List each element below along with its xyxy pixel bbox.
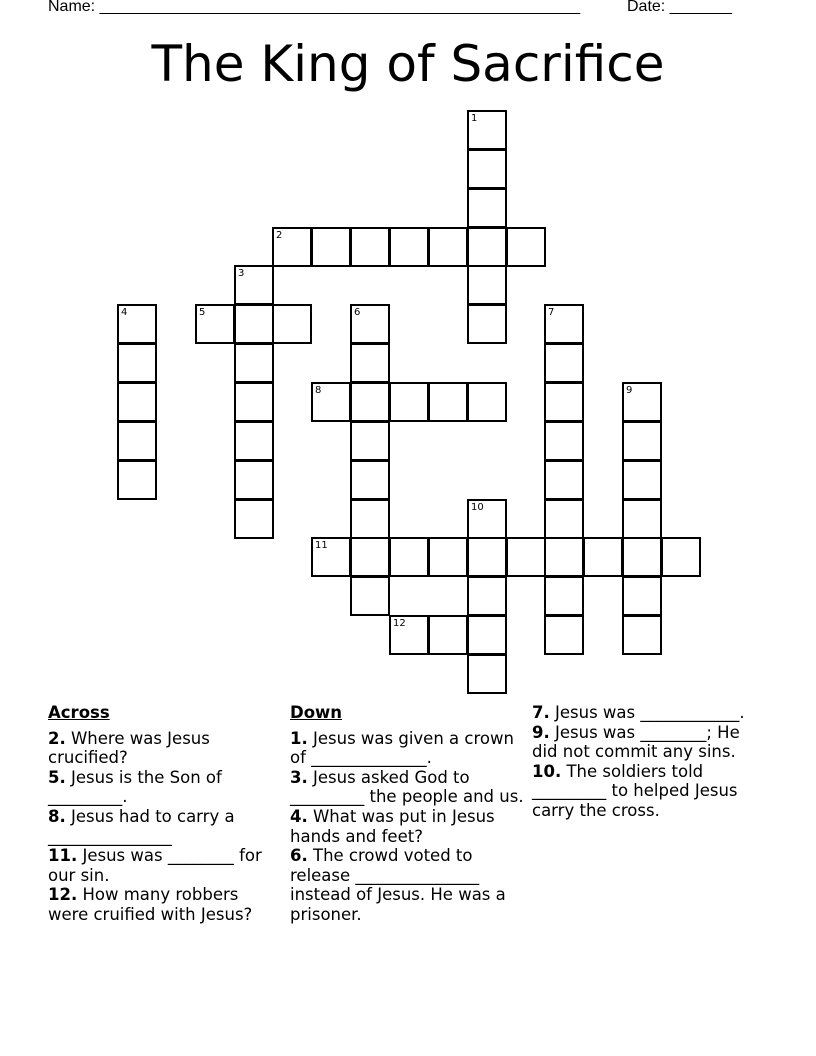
clue-number-label: 9: [626, 385, 633, 396]
clue-number: 2.: [48, 728, 66, 748]
grid-cell[interactable]: [117, 421, 157, 461]
grid-cell[interactable]: [234, 343, 274, 383]
clue-number: 7.: [532, 703, 550, 722]
clue-number: 12.: [48, 885, 78, 905]
clue-text: Where was Jesus crucified?: [48, 728, 210, 768]
grid-cell[interactable]: [467, 265, 507, 305]
clue-number-label: 1: [471, 113, 478, 124]
clue-number-label: 11: [315, 540, 328, 551]
clue-number: 8.: [48, 806, 66, 826]
grid-cell[interactable]: [350, 343, 390, 383]
grid-cell[interactable]: [428, 537, 468, 577]
grid-cell[interactable]: [544, 537, 584, 577]
clue-number-label: 8: [315, 385, 322, 396]
grid-cell[interactable]: [234, 499, 274, 539]
grid-cell[interactable]: [622, 421, 662, 461]
grid-cell[interactable]: [467, 576, 507, 616]
clue-number-label: 12: [393, 618, 406, 629]
grid-cell[interactable]: [350, 421, 390, 461]
name-field-label: Name: ______________________________________________________: [48, 0, 581, 15]
grid-cell[interactable]: [311, 227, 351, 267]
grid-cell[interactable]: [234, 304, 274, 344]
clue-text: Jesus was ________; He did not commit any sins.: [532, 722, 740, 762]
grid-cell[interactable]: [583, 537, 623, 577]
clue-down-4: [290, 807, 528, 846]
grid-cell[interactable]: [506, 537, 546, 577]
puzzle-title: The King of Sacrifice: [151, 35, 665, 93]
date-field-label: Date: _______: [627, 0, 732, 15]
grid-cell[interactable]: [272, 227, 312, 267]
clue-number: 3.: [290, 767, 308, 787]
grid-cell[interactable]: [389, 227, 429, 267]
grid-cell[interactable]: [622, 460, 662, 500]
grid-cell[interactable]: [311, 382, 351, 422]
grid-cell[interactable]: [544, 343, 584, 383]
clue-text: Jesus asked God to _________ the people and us.: [290, 767, 524, 807]
grid-cell[interactable]: [350, 537, 390, 577]
grid-cell[interactable]: [544, 615, 584, 655]
grid-cell[interactable]: [622, 615, 662, 655]
clue-text: The soldiers told _________ to helped Jesus carry the cross.: [532, 761, 738, 820]
clue-across-12: [48, 885, 280, 924]
grid-cell[interactable]: [234, 421, 274, 461]
clue-text: How many robbers were cruified with Jesus?: [48, 885, 253, 924]
grid-cell[interactable]: [195, 304, 235, 344]
clue-text: What was put in Jesus hands and feet?: [290, 806, 495, 846]
grid-cell[interactable]: [544, 576, 584, 616]
grid-cell[interactable]: [467, 110, 507, 150]
clue-number-label: 3: [238, 268, 245, 279]
down-heading: Down: [290, 703, 343, 722]
grid-cell[interactable]: [506, 227, 546, 267]
grid-cell[interactable]: [428, 227, 468, 267]
clue-text: Jesus had to carry a _______________: [48, 806, 235, 846]
grid-cell[interactable]: [117, 382, 157, 422]
grid-cell[interactable]: [428, 615, 468, 655]
grid-cell[interactable]: [389, 382, 429, 422]
grid-cell[interactable]: [467, 537, 507, 577]
clue-down-3: [290, 768, 528, 807]
clue-down-9: [532, 723, 764, 762]
clue-number-label: 2: [276, 230, 283, 241]
grid-cell[interactable]: [467, 188, 507, 228]
grid-cell[interactable]: [467, 149, 507, 189]
grid-cell[interactable]: [234, 382, 274, 422]
grid-cell[interactable]: [117, 460, 157, 500]
clue-number: 6.: [290, 846, 308, 866]
grid-cell[interactable]: [350, 382, 390, 422]
grid-cell[interactable]: [350, 304, 390, 344]
clue-number-label: 10: [471, 502, 484, 513]
clue-number-label: 5: [199, 307, 206, 318]
grid-cell[interactable]: [467, 499, 507, 539]
clue-number: 1.: [290, 728, 308, 748]
clue-number: 10.: [532, 761, 562, 781]
clue-text: Jesus was ________ for our sin.: [48, 846, 262, 885]
clue-number-label: 7: [548, 307, 555, 318]
down-clues-continued: [532, 703, 764, 821]
across-clues: [48, 703, 280, 925]
grid-cell[interactable]: [622, 537, 662, 577]
grid-cell[interactable]: [311, 537, 351, 577]
grid-cell[interactable]: [544, 499, 584, 539]
clue-down-1: [290, 729, 528, 768]
clue-number: 9.: [532, 722, 550, 742]
clue-text: Jesus was given a crown of ______________.: [290, 728, 514, 768]
grid-cell[interactable]: [234, 460, 274, 500]
grid-cell[interactable]: [350, 576, 390, 616]
grid-cell[interactable]: [467, 654, 507, 694]
grid-cell[interactable]: [272, 304, 312, 344]
grid-cell[interactable]: [234, 265, 274, 305]
grid-cell[interactable]: [544, 304, 584, 344]
grid-cell[interactable]: [350, 227, 390, 267]
grid-cell[interactable]: [350, 499, 390, 539]
clue-text: Jesus is the Son of _________.: [48, 767, 222, 807]
grid-cell[interactable]: [544, 382, 584, 422]
clue-number-label: 6: [354, 307, 361, 318]
grid-cell[interactable]: [622, 382, 662, 422]
across-heading: Across: [48, 703, 110, 722]
clue-across-5: [48, 768, 280, 807]
grid-cell[interactable]: [389, 615, 429, 655]
grid-cell[interactable]: [467, 304, 507, 344]
grid-cell[interactable]: [389, 537, 429, 577]
grid-cell[interactable]: [467, 227, 507, 267]
clue-number: 4.: [290, 806, 308, 826]
grid-cell[interactable]: [467, 382, 507, 422]
clue-across-8: [48, 807, 280, 846]
grid-cell[interactable]: [428, 382, 468, 422]
clue-down-10: [532, 762, 764, 821]
grid-cell[interactable]: [117, 304, 157, 344]
clue-number: 5.: [48, 767, 66, 787]
clue-down-7: [532, 703, 764, 723]
grid-cell[interactable]: [467, 615, 507, 655]
grid-cell[interactable]: [544, 421, 584, 461]
grid-cell[interactable]: [622, 576, 662, 616]
grid-cell[interactable]: [544, 460, 584, 500]
clue-text: The crowd voted to release _______________ instead of Jesus. He was a prisoner.: [290, 846, 506, 924]
clue-across-2: [48, 729, 280, 768]
clue-number: 11.: [48, 846, 78, 866]
clue-down-6: [290, 846, 528, 924]
clue-text: Jesus was ____________.: [549, 703, 745, 722]
clue-across-11: [48, 846, 280, 885]
clue-number-label: 4: [121, 307, 128, 318]
grid-cell[interactable]: [661, 537, 701, 577]
grid-cell[interactable]: [622, 499, 662, 539]
grid-cell[interactable]: [350, 460, 390, 500]
down-clues: [290, 703, 528, 925]
grid-cell[interactable]: [117, 343, 157, 383]
